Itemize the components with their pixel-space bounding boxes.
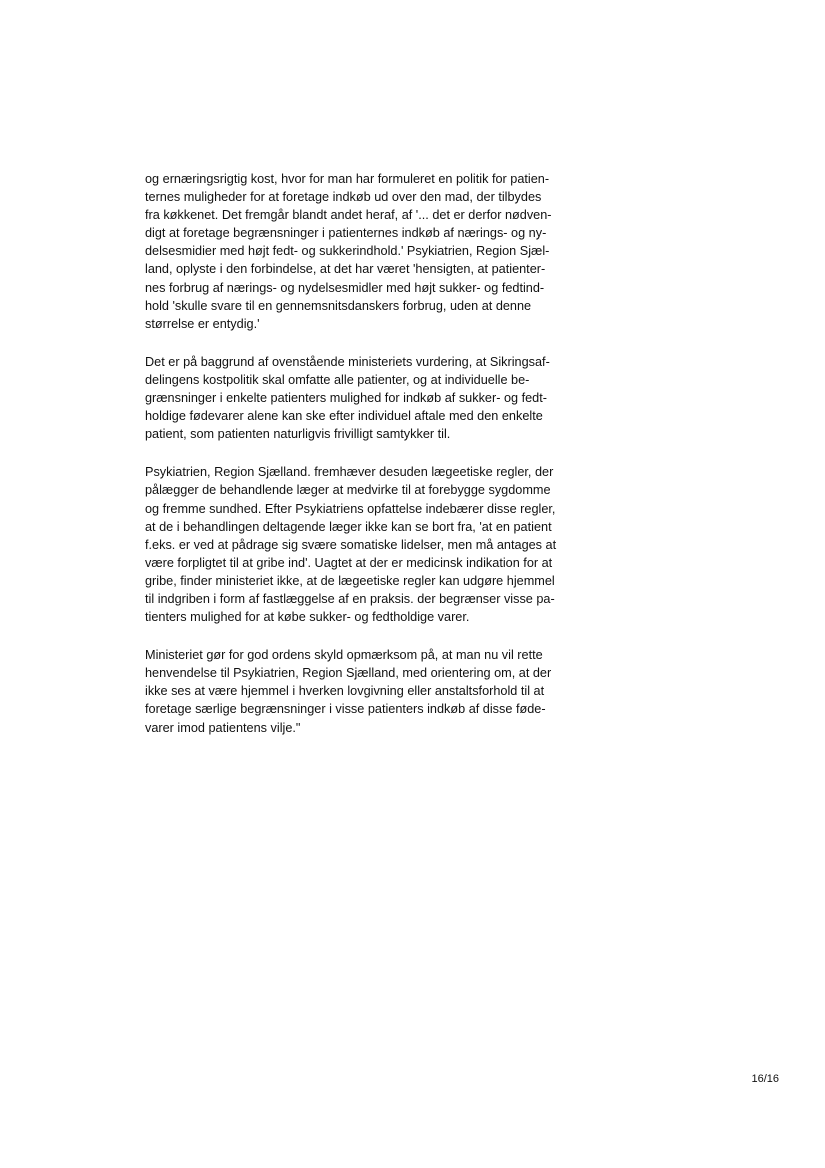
- text-line: være forpligtet til at gribe ind'. Uagtet at der er medicinsk indikation for at: [145, 555, 553, 570]
- paragraph-4: [145, 646, 585, 736]
- paragraph-3: [145, 463, 585, 626]
- text-line: størrelse er entydig.': [145, 316, 260, 331]
- page-number: 16/16: [751, 1073, 779, 1085]
- text-line: delsesmidier med højt fedt- og sukkerindhold.' Psykiatrien, Region Sjæl-: [145, 244, 550, 259]
- text-line: pålægger de behandlende læger at medvirke til at forebygge sygdomme: [145, 483, 551, 498]
- text-line: Psykiatrien, Region Sjælland. fremhæver desuden lægeetiske regler, der: [145, 465, 554, 480]
- paragraph-1: [145, 170, 585, 333]
- text-line: fra køkkenet. Det fremgår blandt andet heraf, af '... det er derfor nødven-: [145, 208, 552, 223]
- text-line: Ministeriet gør for god ordens skyld opmærksom på, at man nu vil rette: [145, 648, 543, 663]
- paragraph-2: [145, 353, 585, 443]
- text-line: hold 'skulle svare til en gennemsnitsdanskers forbrug, uden at denne: [145, 298, 532, 313]
- text-line: Det er på baggrund af ovenstående ministeriets vurdering, at Sikringsaf-: [145, 354, 550, 369]
- text-line: digt at foretage begrænsninger i patienternes indkøb af nærings- og ny-: [145, 226, 547, 241]
- text-line: varer imod patientens vilje.": [145, 720, 301, 735]
- body-text: [145, 170, 585, 757]
- text-line: ternes muligheder for at foretage indkøb ud over den mad, der tilbydes: [145, 190, 542, 205]
- text-line: gribe, finder ministeriet ikke, at de lægeetiske regler kan udgøre hjemmel: [145, 573, 555, 588]
- text-line: tienters mulighed for at købe sukker- og fedtholdige varer.: [145, 610, 470, 625]
- text-line: nes forbrug af nærings- og nydelsesmidler med højt sukker- og fedtind-: [145, 280, 545, 295]
- text-line: holdige fødevarer alene kan ske efter individuel aftale med den enkelte: [145, 409, 543, 424]
- text-line: henvendelse til Psykiatrien, Region Sjælland, med orientering om, at der: [145, 666, 552, 681]
- text-line: ikke ses at være hjemmel i hverken lovgivning eller anstaltsforhold til at: [145, 684, 545, 699]
- text-line: delingens kostpolitik skal omfatte alle patienter, og at individuelle be-: [145, 372, 530, 387]
- text-line: at de i behandlingen deltagende læger ikke kan se bort fra, 'at en patient: [145, 519, 552, 534]
- text-line: patient, som patienten naturligvis frivilligt samtykker til.: [145, 427, 451, 442]
- text-line: grænsninger i enkelte patienters mulighed for indkøb af sukker- og fedt-: [145, 391, 547, 406]
- text-line: f.eks. er ved at pådrage sig svære somatiske lidelser, men må antages at: [145, 537, 557, 552]
- text-line: til indgriben i form af fastlæggelse af en praksis. der begrænser visse pa-: [145, 591, 555, 606]
- text-line: land, oplyste i den forbindelse, at det har været 'hensigten, at patienter-: [145, 262, 546, 277]
- text-line: og fremme sundhed. Efter Psykiatriens opfattelse indebærer disse regler,: [145, 501, 556, 516]
- text-line: foretage særlige begrænsninger i visse patienters indkøb af disse føde-: [145, 702, 546, 717]
- text-line: og ernæringsrigtig kost, hvor for man har formuleret en politik for patien-: [145, 172, 550, 186]
